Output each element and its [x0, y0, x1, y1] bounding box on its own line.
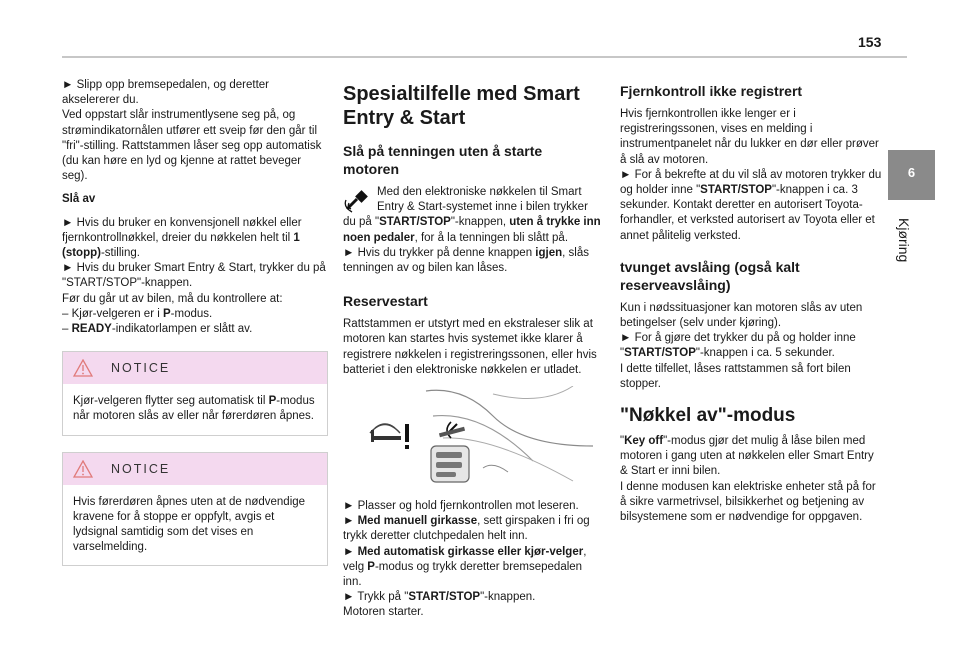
warning-icon — [73, 359, 93, 377]
page-number: 153 — [858, 34, 882, 50]
notice-box — [62, 452, 328, 567]
section-title: Spesialtilfelle med Smart Entry & Start — [343, 83, 580, 129]
paragraph: Før du går ut av bilen, må du kontrollere at: — [62, 292, 283, 305]
smart-key-icon — [343, 187, 371, 215]
paragraph: ► Hvis du trykker på denne knappen igjen, slås tenningen av og bilen kan låses. — [343, 246, 589, 275]
subheading-slaa-av: Slå av — [62, 193, 96, 206]
subheading: Reservestart — [343, 293, 428, 310]
paragraph: ► Med automatisk girkasse eller kjør-velger, velg P-modus og trykk deretter bremsepedalen inn. — [343, 545, 587, 589]
subheading: Fjernkontroll ikke registrert — [620, 83, 803, 99]
column-right — [620, 78, 882, 525]
paragraph: ► For å gjøre det trykker du på og holder inne "START/STOP"-knappen i ca. 5 sekunder. — [620, 332, 856, 360]
notice-box — [62, 351, 328, 435]
paragraph: I dette tilfellet, låses rattstammen så fort bilen stopper. — [620, 362, 851, 390]
paragraph: ► Med manuell girkasse, sett girspaken i fri og trykk deretter clutchpedalen helt inn. — [343, 515, 590, 543]
paragraph: ► Trykk på "START/STOP"-knappen. — [343, 591, 536, 604]
subheading: Slå på tenningen uten å starte motoren — [343, 143, 543, 177]
column-middle — [343, 78, 602, 621]
paragraph: Ved oppstart slår instrumentlysene seg på, og strømindikatornålen utfører ett sveip før den går til "fri"-stilling. Rattstammen låser seg opp automatisk (du kan høre en lyd og kjenne at rattet beveger seg). — [62, 109, 322, 183]
paragraph: "Key off"-modus gjør det mulig å låse bilen med motoren i gang uten at nøkkelen eller Smart Entry & Start er inni bilen. — [620, 435, 874, 478]
paragraph: Med den elektroniske nøkkelen til Smart Entry & Start-systemet inne i bilen trykker du på "START/STOP"-knappen, uten å trykke inn noen pedaler, for å la tenningen bli slått på. — [343, 186, 601, 244]
steering-column-image — [343, 386, 602, 491]
paragraph: ► Hvis du bruker en konvensjonell nøkkel eller fjernkontrollnøkkel, dreier du nøkkelen helt til 1 (stopp)-stilling. — [62, 216, 302, 260]
paragraph: Rattstammen er utstyrt med en ekstraleser slik at motoren kan startes hvis systemet ikke klarer å registrere nøkkelen i registreringssonen, eller hvis batteriet i den elektroniske nøkkelen er utladet. — [343, 318, 597, 376]
notice-header — [63, 352, 327, 384]
paragraph: – READY-indikatorlampen er slått av. — [62, 323, 253, 336]
chapter-tab[interactable]: 6 — [888, 150, 935, 200]
chapter-title: Kjøring — [896, 218, 912, 263]
paragraph: – Kjør-velgeren er i P-modus. — [62, 307, 213, 320]
notice-body: Hvis førerdøren åpnes uten at de nødvendige kravene for å stoppe er oppfylt, avgis et lydsignal samtidig som det vises en varselmelding. — [73, 495, 306, 554]
steering-reader-illustration — [343, 386, 602, 491]
section-title: "Nøkkel av"-modus — [620, 405, 796, 427]
paragraph: Kun i nødssituasjoner kan motoren slås av uten betingelser (selv under kjøring). — [620, 301, 863, 330]
warning-icon — [73, 460, 93, 478]
notice-header — [63, 453, 327, 485]
notice-title: NOTICE — [111, 361, 171, 376]
paragraph: Motoren starter. — [343, 606, 424, 619]
header-rule — [62, 56, 907, 58]
paragraph: I denne modusen kan elektriske enheter stå på for å sikre varmetrivsel, bilsikkerhet og betjening av bilsystemene som er nødvendige for oppgaven. — [620, 480, 876, 524]
subheading: tvunget avslåing (også kalt reserveavslåing) — [620, 258, 800, 293]
column-left — [62, 78, 328, 566]
paragraph: ► Hvis du bruker Smart Entry & Start, trykker du på "START/STOP"-knappen. — [62, 262, 326, 290]
notice-title: NOTICE — [111, 461, 171, 476]
chapter-label — [880, 218, 940, 278]
notice-body: Kjør-velgeren flytter seg automatisk til P-modus når motoren slås av eller når førerdøren åpnes. — [73, 395, 315, 423]
paragraph: ► For å bekrefte at du vil slå av motoren trykker du og holder inne "START/STOP"-knappen i ca. 3 sekunder. Kontakt deretter en autorisert Toyota-forhandler, et verksted autorisert av Toyota eller et annet pålitelig verksted. — [620, 168, 882, 242]
paragraph: ► Plasser og hold fjernkontrollen mot leseren. — [343, 500, 579, 513]
paragraph: Hvis fjernkontrollen ikke lenger er i registreringssonen, vises en melding i instrumentpanelet når du lukker en dør eller prøver å slå av motoren. — [620, 108, 879, 166]
paragraph: ► Slipp opp bremsepedalen, og deretter akselererer du. — [62, 79, 270, 107]
